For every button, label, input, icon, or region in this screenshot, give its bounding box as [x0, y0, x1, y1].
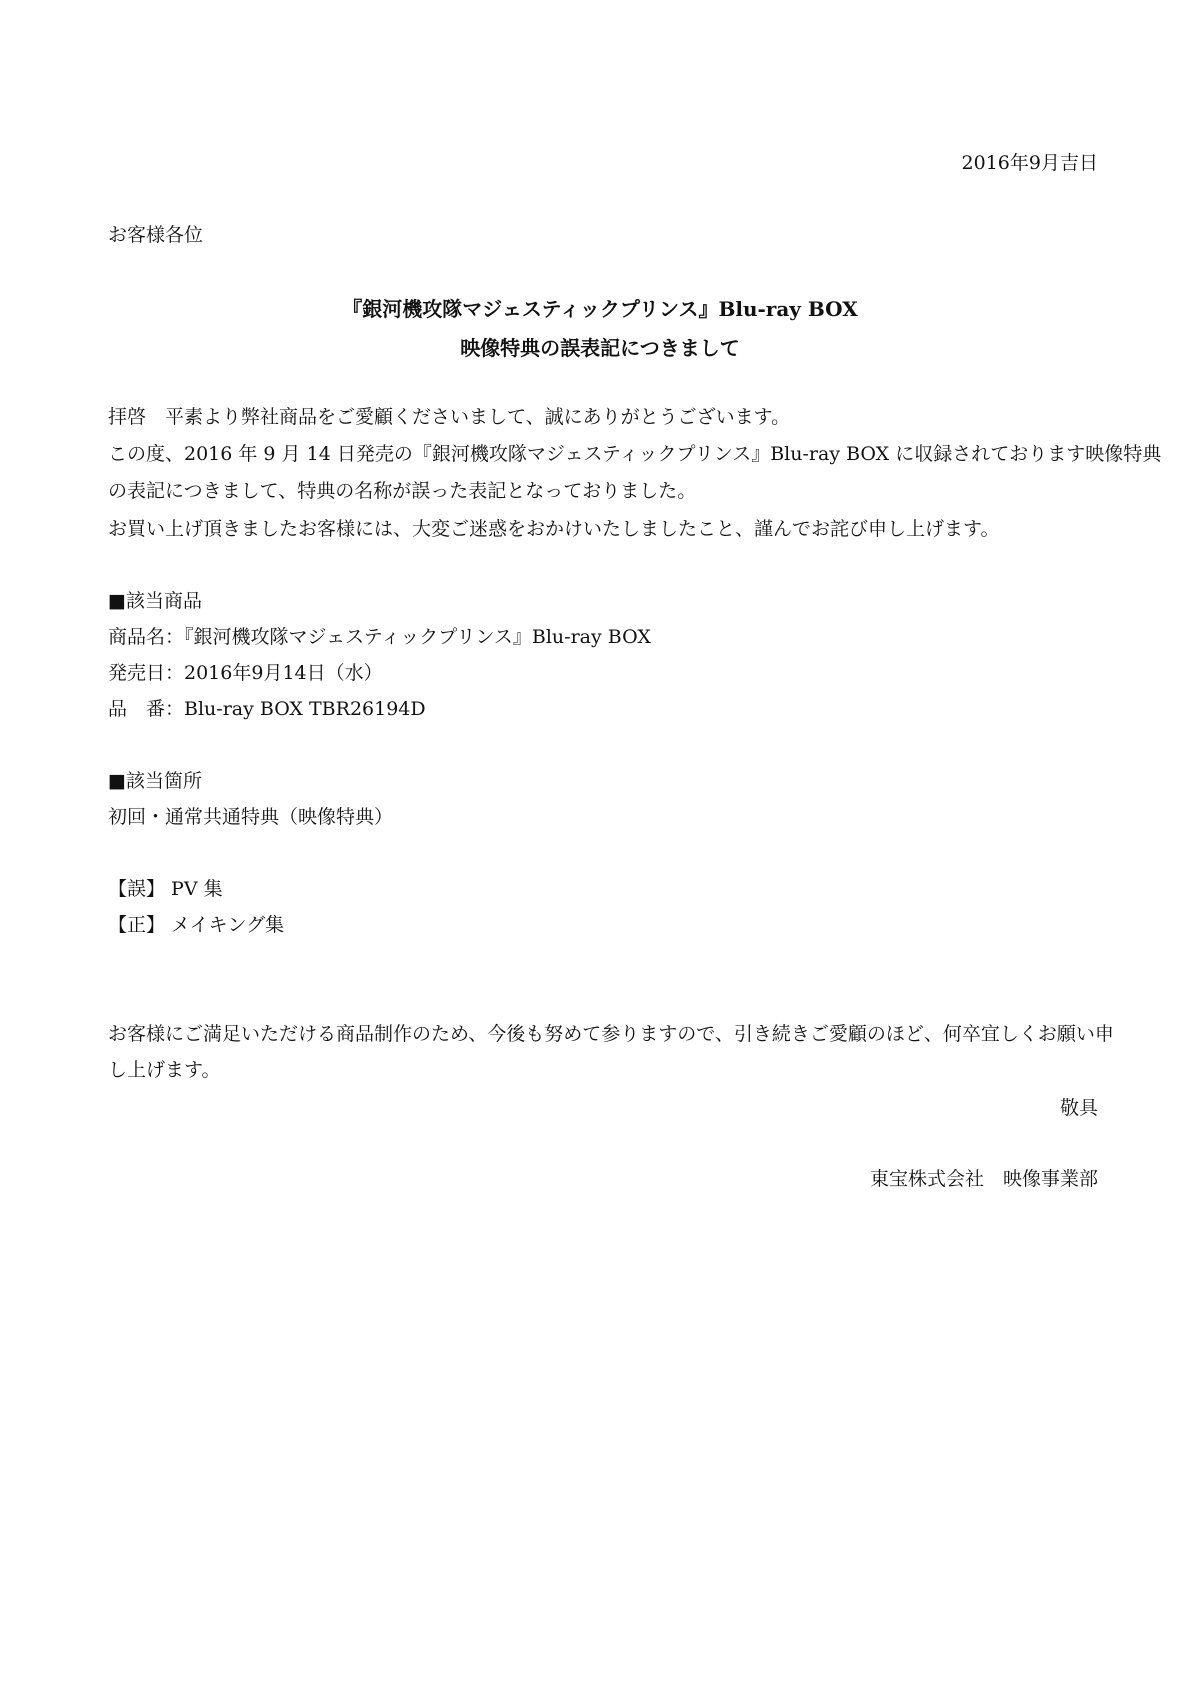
keigu-closing: 敬具 [1059, 1097, 1098, 1119]
salutation: お客様各位 [108, 224, 204, 246]
title-line-2: 映像特典の誤表記につきまして [460, 336, 740, 360]
body-line: この度、2016 年 9 月 14 日発売の『銀河機攻隊マジェスティックプリンス』Blu-ray BOX に収録されております映像特典 [108, 443, 1162, 465]
release-date: 発売日：2016年9月14日（水） [108, 662, 383, 684]
title-line-1: 『銀河機攻隊マジェスティックプリンス』Blu-ray BOX [342, 297, 858, 321]
location-text: 初回・通常共通特典（映像特典） [108, 806, 394, 828]
correct-label: 【正】 メイキング集 [108, 914, 285, 936]
body-line: 拝啓 平素より弊社商品をご愛顧くださいまして、誠にありがとうございます。 [108, 406, 791, 428]
product-number: 品 番：Blu-ray BOX TBR26194D [108, 698, 426, 720]
closing-line: お客様にご満足いただける商品制作のため、今後も努めて参りますので、引き続きご愛顧のほど、何卒宜しくお願い申 [108, 1023, 1114, 1045]
location-section-heading: ■該当箇所 [108, 770, 202, 792]
wrong-label: 【誤】 PV 集 [108, 878, 223, 900]
closing-line: し上げます。 [108, 1059, 221, 1081]
sender-signature: 東宝株式会社 映像事業部 [869, 1168, 1098, 1190]
body-line: の表記につきまして、特典の名称が誤った表記となっておりました。 [108, 480, 697, 502]
letter-date: 2016年9月吉日 [961, 152, 1098, 174]
body-line: お買い上げ頂きましたお客様には、大変ご迷惑をおかけいたしましたこと、謹んでお詫び申し上げます。 [108, 518, 1000, 540]
product-section-heading: ■該当商品 [108, 590, 202, 612]
product-name: 商品名：『銀河機攻隊マジェスティックプリンス』Blu-ray BOX [108, 626, 651, 648]
